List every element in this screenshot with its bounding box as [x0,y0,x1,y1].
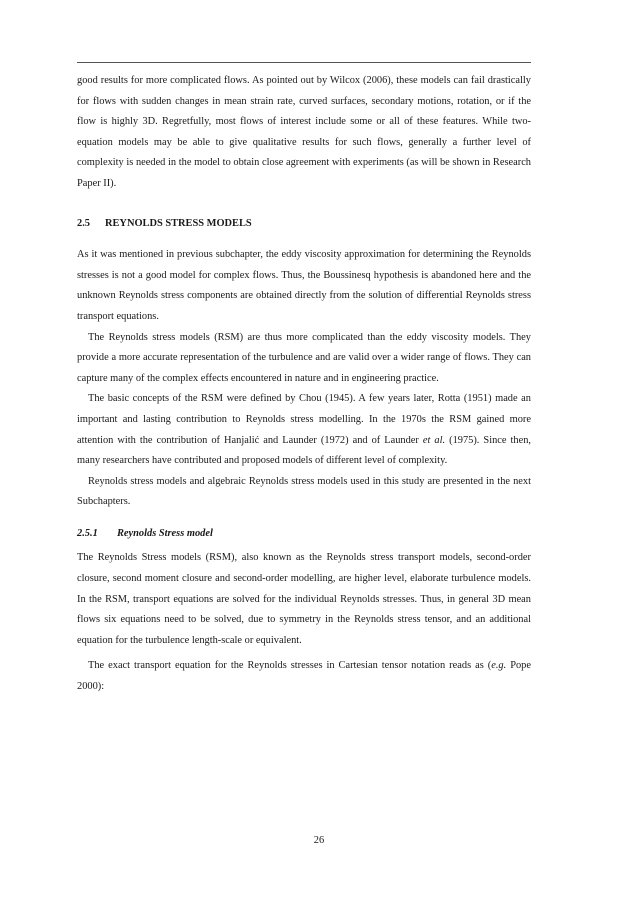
subsection-heading [77,524,531,545]
subsection-number: 2.5.1 [77,527,98,539]
p2-eg: e.g. [491,660,507,672]
section-paragraph-3 [77,389,531,471]
section-heading [77,214,531,235]
p2-text-b: Pope 2000): [77,660,531,693]
section-number: 2.5 [77,217,90,229]
subsection-title: Reynolds Stress model [117,527,213,539]
p2-text-a: The exact transport equation for the Reynolds stresses in Cartesian tensor notation reads as ( [88,660,492,672]
section-paragraph-2: The Reynolds stress models (RSM) are thus more complicated than the eddy viscosity models. They provide a more accurate representation of the turbulence and are valid over a wider range of flows. They can capture many of the complex effects encountered in nature and in engineering practice. [77,331,531,384]
intro-paragraph: good results for more complicated flows. As pointed out by Wilcox (2006), these models can fail drastically for flows with sudden changes in mean strain rate, curved surfaces, secondary motions, rotation, or if the flow is highly 3D. Regretfully, most flows of interest include some or all of these features. While two-equation models may be able to give qualitative results for such flows, generally a further level of complexity is needed in the model to obtain close agreement with experiments (as will be shown in Research Paper II). [77,75,531,189]
section-paragraph-4: Reynolds stress models and algebraic Reynolds stress models used in this study are presented in the next Subchapters. [77,475,531,508]
subsection-paragraph-1: The Reynolds Stress models (RSM), also known as the Reynolds stress transport models, second-order closure, second moment closure and second-order modelling, are higher level, elaborate turbulence models. In the RSM, transport equations are solved for the individual Reynolds stresses. Thus, in general 3D mean flows six equations need to be solved, due to symmetry in the Reynolds stress tensor, and an additional equation for the turbulence length-scale or equivalent. [77,552,531,646]
section-paragraph-1: As it was mentioned in previous subchapter, the eddy viscosity approximation for determining the Reynolds stresses is not a good model for complex flows. Thus, the Boussinesq hypothesis is abandoned here and the unknown Reynolds stress components are obtained directly from the solution of differential Reynolds stress transport equations. [77,249,531,322]
subsection-paragraph-2 [77,656,531,697]
p3-text-a: The basic concepts of the RSM were defined by Chou (1945). A few years later, Rotta (1951) made an important and lasting contribution to Reynolds stress modelling. In the 1970s the RSM gained more attention with the contribution of Hanjalić and Launder (1972) and of Launder [77,393,531,446]
page-number: 26 [313,835,325,846]
p3-et-al: et al. [422,434,446,446]
p3-text-b: (1975). Since then, many researchers have contributed and proposed models of different level of complexity. [77,434,531,467]
page-body [77,71,531,698]
header-rule [77,62,531,63]
section-title: REYNOLDS STRESS MODELS [105,217,252,229]
